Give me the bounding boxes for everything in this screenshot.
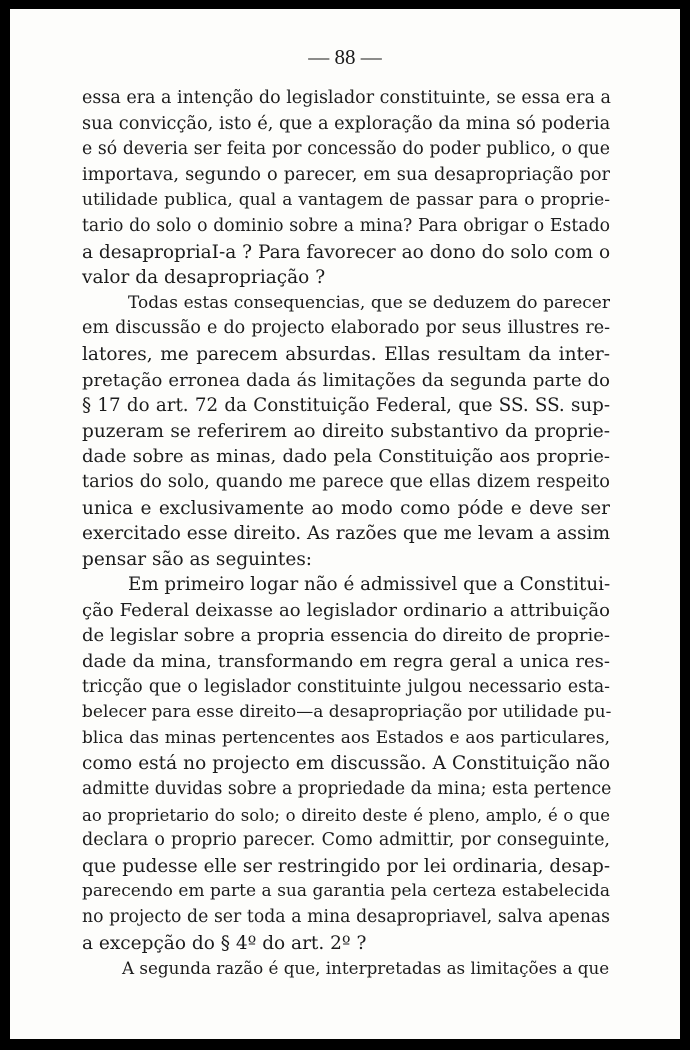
text-line: utilidade publica, qual a vantagem de passar para o proprie-: [82, 190, 610, 211]
paragraph-start-line: Em primeiro logar não é admissivel que a Constitui-: [128, 574, 611, 596]
text-line: sua convicção, isto é, que a exploração da mina só poderia: [82, 113, 611, 134]
text-line: admitte duvidas sobre a propriedade da mina; esta pertence: [82, 779, 612, 800]
text-line: no projecto de ser toda a mina desapropriavel, salva apenas: [82, 907, 610, 927]
text-line: que pudesse elle ser restringido por lei ordinaria, desap-: [82, 855, 610, 877]
text-line: § 17 do art. 72 da Constituição Federal, que SS. SS. sup-: [82, 395, 610, 417]
text-line: puzeram se referirem ao direito substantivo da proprie-: [82, 420, 610, 442]
text-line: em discussão e do projecto elaborado por seus illustres re-: [82, 318, 610, 339]
text-line: valor da desapropriação ?: [82, 267, 326, 289]
text-line: como está no projecto em discussão. A Constituição não: [82, 753, 610, 775]
text-line: tario do solo o dominio sobre a mina? Para obrigar o Estado: [82, 215, 610, 236]
paragraph-start-line: Todas estas consequencias, que se deduzem do parecer: [128, 292, 610, 313]
text-line: a desapropriaI-a ? Para favorecer ao dono do solo com o: [82, 241, 611, 263]
text-line: parecendo em parte a sua garantia pela certeza estabelecida: [82, 881, 610, 902]
text-line: ao proprietario do solo; o direito deste é pleno, amplo, é o que: [82, 805, 610, 825]
text-line: a excepção do § 4º do art. 2º ?: [82, 932, 367, 954]
text-line: latores, me parecem absurdas. Ellas resultam da inter-: [82, 343, 610, 365]
text-line: tricção que o legislador constituinte julgou necessario esta-: [82, 676, 610, 697]
text-line: de legislar sobre a propria essencia do direito de proprie-: [82, 625, 610, 647]
page-number: — 88 —: [308, 45, 382, 69]
text-line: dade sobre as minas, dado pela Constituição aos proprie-: [82, 446, 610, 468]
text-line: exercitado esse direito. As razões que me levam a assim: [82, 523, 610, 545]
text-line: essa era a intenção do legislador constituinte, se essa era a: [82, 88, 611, 108]
text-line: declara o proprio parecer. Como admittir, por conseguinte,: [82, 830, 610, 851]
document-page: [10, 9, 680, 1039]
text-line: e só deveria ser feita por concessão do poder publico, o que: [82, 139, 610, 160]
text-line: ção Federal deixasse ao legislador ordinario a attribuição: [82, 599, 610, 621]
paragraph-start-line: A segunda razão é que, interpretadas as limitações a que: [122, 958, 610, 979]
text-line: pretação erronea dada ás limitações da segunda parte do: [82, 369, 610, 391]
text-line: belecer para esse direito—a desapropriação por utilidade pu-: [82, 702, 612, 723]
text-line: importava, segundo o parecer, em sua desapropriação por: [82, 164, 610, 185]
text-line: blica das minas pertencentes aos Estados e aos particulares,: [82, 727, 610, 748]
body-text: [82, 86, 610, 982]
text-line: pensar são as seguintes:: [82, 548, 313, 570]
text-line: dade da mina, transformando em regra geral a unica res-: [82, 651, 610, 673]
text-line: unica e exclusivamente ao modo como póde e deve ser: [82, 497, 610, 519]
text-line: tarios do solo, quando me parece que ellas dizem respeito: [82, 471, 610, 492]
